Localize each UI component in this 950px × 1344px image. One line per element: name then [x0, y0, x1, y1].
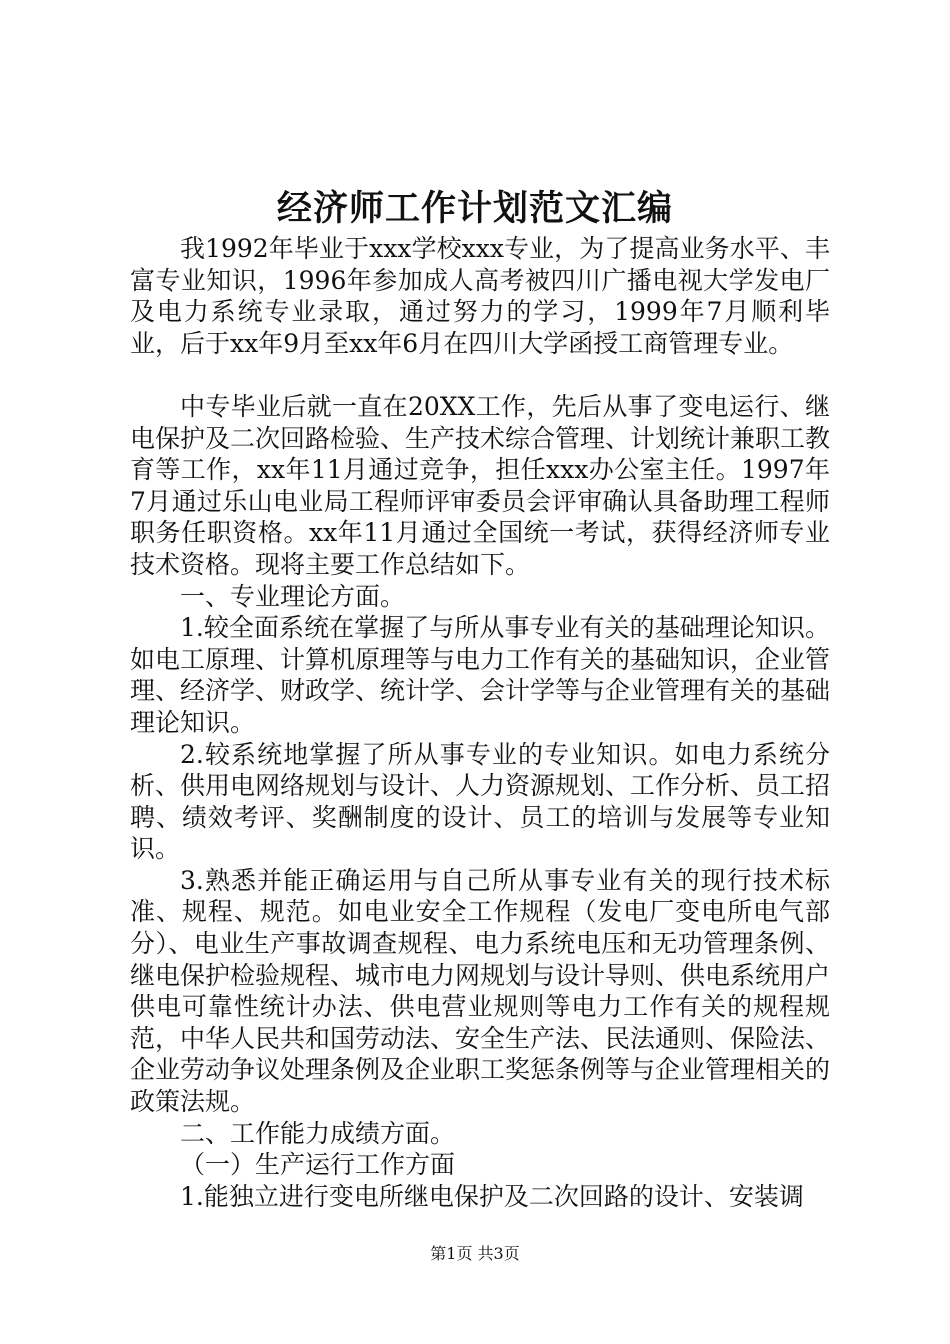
paragraph-theory-3: 3.熟悉并能正确运用与自己所从事专业有关的现行技术标准、规程、规范。如电业安全工作规程（发电厂变电所电气部分）、电业生产事故调查规程、电力系统电压和无功管理条例、继电保护检验规程、城市电力网规划与设计导则、供电系统用户供电可靠性统计办法、供电营业规则等电力工作有关的规程规范，中华人民共和国劳动法、安全生产法、民法通则、保险法、企业劳动争议处理条例及企业职工奖惩条例等与企业管理相关的政策法规。: [130, 865, 831, 1117]
document-title: 经济师工作计划范文汇编: [276, 188, 673, 229]
paragraph-education: 我1992年毕业于xxx学校xxx专业，为了提高业务水平、丰富专业知识，1996年参加成人高考被四川广播电视大学发电厂及电力系统专业录取，通过努力的学习，1999年7月顺利毕业，后于xx年9月至xx年6月在四川大学函授工商管理专业。: [130, 234, 830, 358]
page-number-footer: 第1页 共3页: [430, 1244, 520, 1263]
paragraph-theory-1: 1.较全面系统在掌握了与所从事专业有关的基础理论知识。如电工原理、计算机原理等与电力工作有关的基础知识，企业管理、经济学、财政学、统计学、会计学等与企业管理有关的基础理论知识。: [130, 613, 831, 737]
paragraph-spacer: [130, 359, 830, 391]
section-heading-ability: 二、工作能力成绩方面。: [180, 1118, 456, 1148]
paragraph-work-history: 中专毕业后就一直在20XX工作，先后从事了变电运行、继电保护及二次回路检验、生产技术综合管理、计划统计兼职工教育等工作，xx年11月通过竞争，担任xxx办公室主任。1997年7月通过乐山电业局工程师评审委员会评审确认具备助理工程师职务任职资格。xx年11月通过全国统一考试，获得经济师专业技术资格。现将主要工作总结如下。: [130, 391, 831, 579]
section-heading-theory: 一、专业理论方面。: [180, 581, 406, 611]
paragraph-production-1: 1.能独立进行变电所继电保护及二次回路的设计、安装调: [180, 1181, 804, 1211]
subsection-heading-production: （一）生产运行工作方面: [180, 1150, 456, 1180]
document-body: [130, 233, 830, 1212]
paragraph-theory-2: 2.较系统地掌握了所从事专业的专业知识。如电力系统分析、供用电网络规划与设计、人力资源规划、工作分析、员工招聘、绩效考评、奖酬制度的设计、员工的培训与发展等专业知识。: [130, 739, 831, 864]
